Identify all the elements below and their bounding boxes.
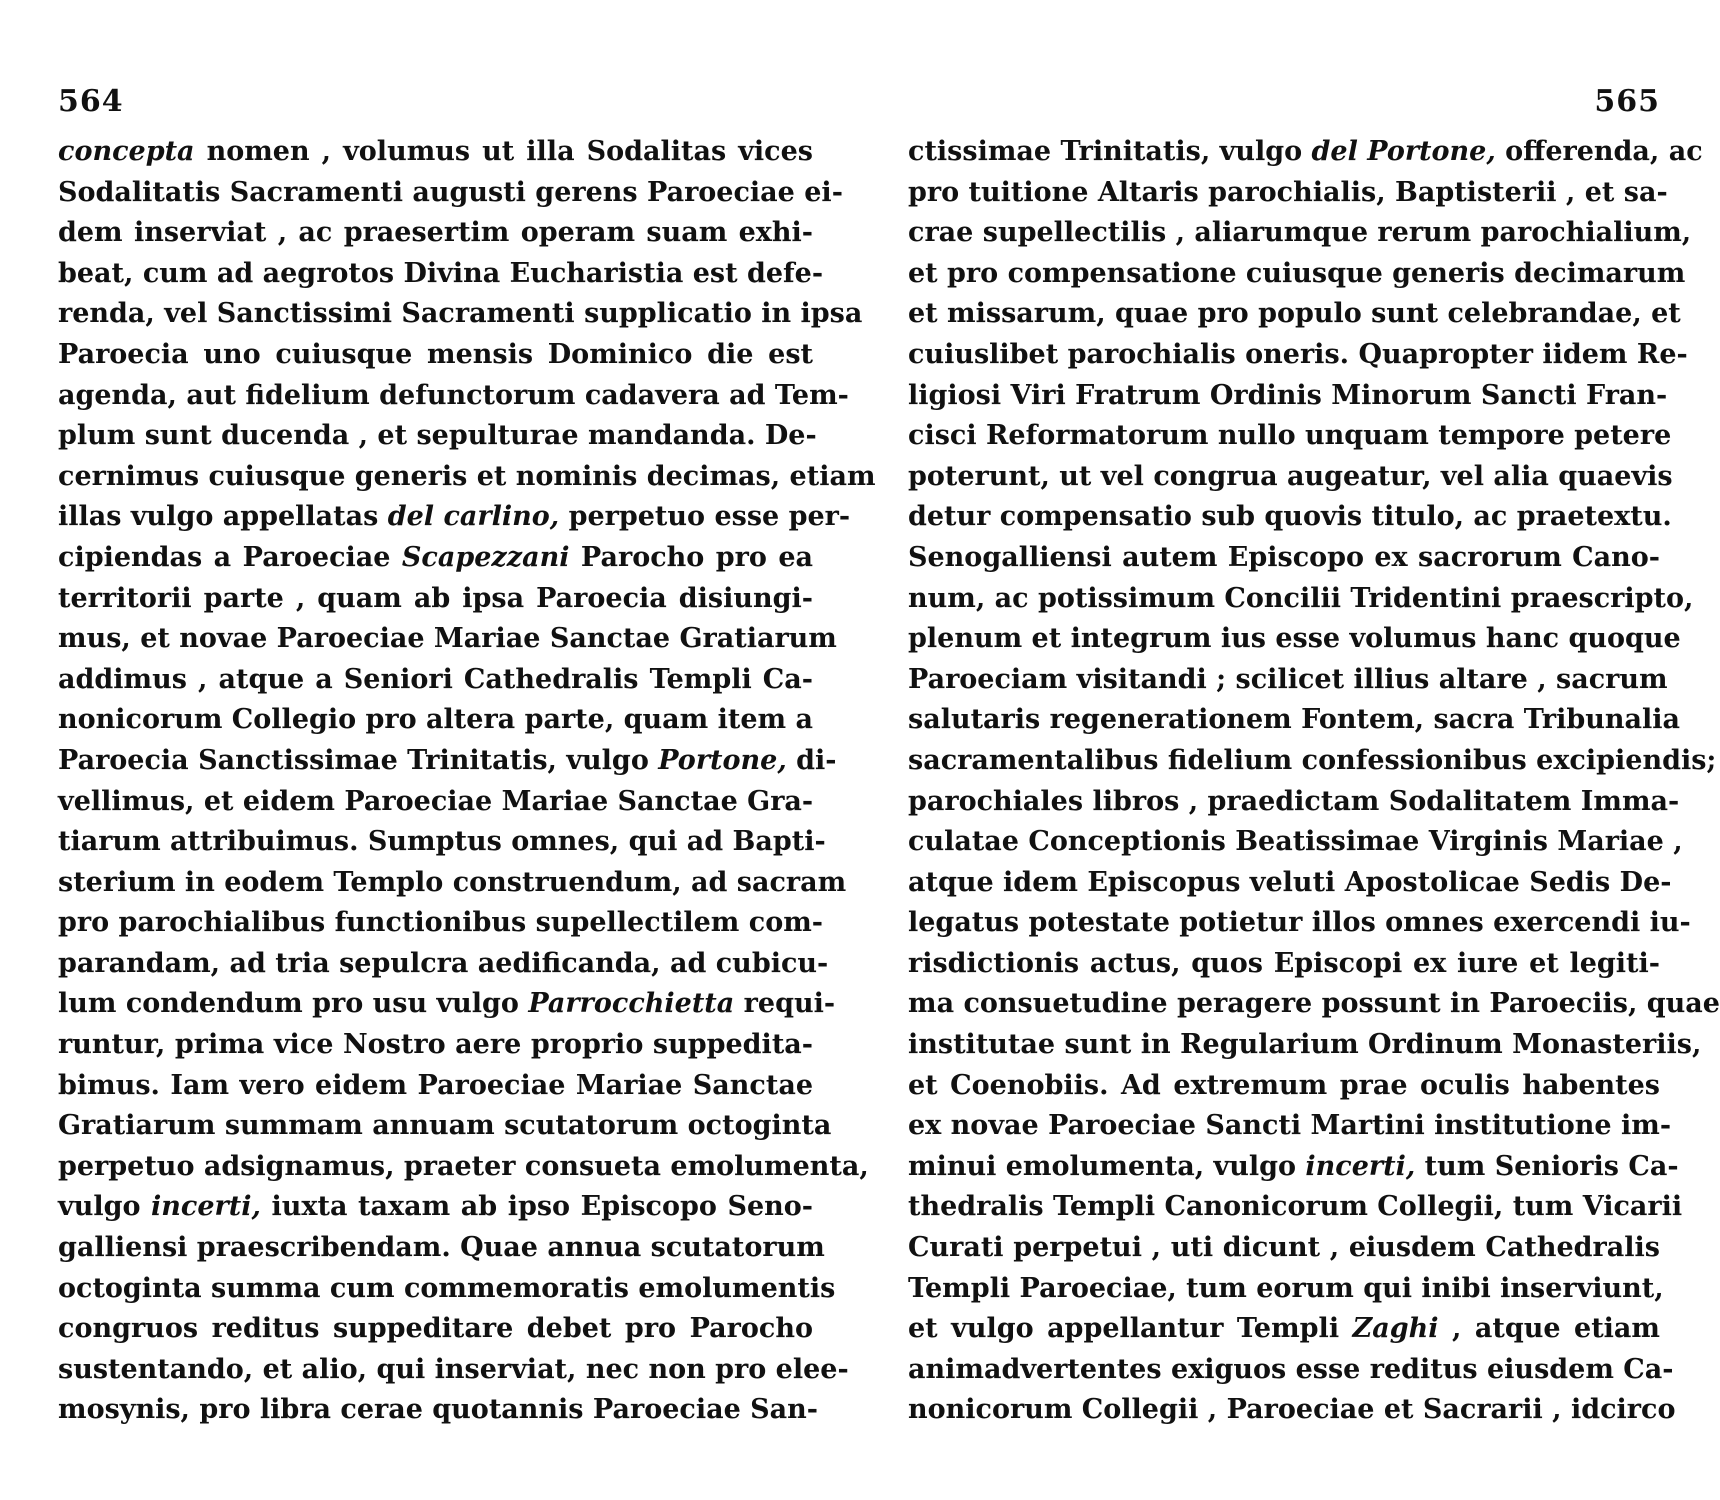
text-line bbox=[58, 1066, 813, 1107]
text-run: lum condendum pro usu vulgo bbox=[58, 988, 529, 1020]
text-run: animadvertentes exiguos esse reditus eiusdem Ca- bbox=[908, 1353, 1674, 1385]
text-line bbox=[908, 1228, 1660, 1269]
text-run: crae supellectilis , aliarumque rerum parochialium, bbox=[908, 217, 1692, 249]
text-run: pro tuitione Altaris parochialis, Baptisterii , et sa- bbox=[908, 176, 1668, 208]
text-run: pro parochialibus functionibus supellectilem com- bbox=[58, 907, 823, 939]
text-run: agenda, aut fidelium defunctorum cadavera ad Tem- bbox=[58, 379, 849, 411]
text-line bbox=[58, 1269, 836, 1310]
text-line bbox=[908, 294, 1681, 335]
italic-text: del Portone, bbox=[1311, 136, 1496, 167]
text-line bbox=[58, 1228, 825, 1269]
text-line bbox=[908, 538, 1660, 579]
text-run: vellimus, et eidem Paroeciae Mariae Sanctae Gra- bbox=[58, 785, 814, 817]
text-line bbox=[908, 1309, 1660, 1350]
text-line bbox=[908, 1350, 1674, 1391]
text-line bbox=[58, 173, 843, 214]
body-text bbox=[58, 132, 876, 1431]
text-run: Senogalliensi autem Episcopo ex sacrorum Cano- bbox=[908, 541, 1660, 573]
text-run: Gratiarum summam annuam scutatorum octoginta bbox=[58, 1110, 832, 1142]
italic-text: Zaghi bbox=[1352, 1313, 1439, 1345]
text-line bbox=[58, 1147, 869, 1188]
text-run: parochiales libros , praedictam Sodalitatem Imma- bbox=[908, 785, 1680, 817]
text-line bbox=[58, 903, 823, 944]
text-run: congruos reditus suppeditare debet pro Parocho bbox=[58, 1313, 813, 1345]
text-run: Templi Paroeciae, tum eorum qui inibi inserviunt, bbox=[908, 1272, 1664, 1304]
text-run: mus, et novae Paroeciae Mariae Sanctae Gratiarum bbox=[58, 623, 837, 655]
text-run: et missarum, quae pro populo sunt celebrandae, et bbox=[908, 298, 1681, 330]
italic-text: Portone, bbox=[658, 744, 787, 776]
text-run: runtur, prima vice Nostro aere proprio suppedita- bbox=[58, 1029, 813, 1061]
text-run: tiarum attribuimus. Sumptus omnes, qui ad Bapti- bbox=[58, 826, 826, 858]
text-line bbox=[58, 1187, 813, 1228]
text-line bbox=[908, 1390, 1676, 1431]
text-run: territorii parte , quam ab ipsa Paroecia disiungi- bbox=[58, 582, 813, 614]
text-line bbox=[58, 741, 837, 782]
text-line bbox=[908, 497, 1672, 538]
text-line bbox=[58, 822, 826, 863]
text-run: et Coenobiis. Ad extremum prae oculis habentes bbox=[908, 1069, 1660, 1101]
text-run: Curati perpetui , uti dicunt , eiusdem Cathedralis bbox=[908, 1232, 1660, 1264]
text-line bbox=[58, 944, 829, 985]
italic-text: incerti, bbox=[1305, 1150, 1416, 1182]
page-number: 564 bbox=[58, 84, 124, 119]
text-line bbox=[908, 173, 1668, 214]
text-run: vulgo bbox=[58, 1191, 152, 1223]
text-run: cisci Reformatorum nullo unquam tempore petere bbox=[908, 420, 1672, 452]
text-line bbox=[908, 1269, 1664, 1310]
text-run: iuxta taxam ab ipso Episcopo Seno- bbox=[260, 1191, 813, 1223]
text-line bbox=[908, 457, 1673, 498]
text-run: cernimus cuiusque generis et nominis decimas, etiam bbox=[58, 460, 876, 492]
text-run: institutae sunt in Regularium Ordinum Monasteriis, bbox=[908, 1029, 1702, 1061]
text-line bbox=[908, 1187, 1683, 1228]
text-line bbox=[908, 132, 1703, 173]
text-line bbox=[58, 376, 849, 417]
text-run: plum sunt ducenda , et sepulturae mandanda. De- bbox=[58, 420, 817, 452]
text-run: di- bbox=[786, 744, 837, 776]
text-line bbox=[58, 1390, 818, 1431]
text-run: minui emolumenta, vulgo bbox=[908, 1150, 1306, 1182]
text-line bbox=[908, 254, 1686, 295]
text-line bbox=[58, 579, 813, 620]
italic-text: concepta bbox=[58, 136, 195, 167]
text-run: legatus potestate potietur illos omnes exercendi iu- bbox=[908, 907, 1691, 939]
text-run: ex novae Paroeciae Sancti Martini institutione im- bbox=[908, 1110, 1672, 1142]
text-line bbox=[908, 376, 1668, 417]
text-run: sterium in eodem Templo construendum, ad sacram bbox=[58, 866, 847, 898]
text-line bbox=[58, 984, 836, 1025]
text-line bbox=[58, 782, 813, 823]
text-line bbox=[908, 1025, 1702, 1066]
text-line bbox=[58, 497, 851, 538]
text-line bbox=[58, 457, 876, 498]
text-run: requi- bbox=[734, 988, 836, 1020]
text-run: num, ac potissimum Concilii Tridentini praescripto, bbox=[908, 582, 1694, 614]
italic-text: Scapezzani bbox=[401, 541, 570, 573]
text-run: ma consuetudine peragere possunt in Paroeciis, quae bbox=[908, 988, 1720, 1020]
text-run: nomen , volumus ut illa Sodalitas vices bbox=[194, 136, 813, 167]
left-page bbox=[58, 0, 876, 1500]
text-line bbox=[58, 1309, 813, 1350]
text-run: offerenda, ac bbox=[1495, 136, 1703, 167]
text-line bbox=[908, 619, 1681, 660]
text-line bbox=[908, 741, 1717, 782]
text-line bbox=[908, 1106, 1672, 1147]
body-text bbox=[908, 132, 1720, 1431]
text-line bbox=[908, 1147, 1679, 1188]
italic-text: incerti, bbox=[151, 1191, 261, 1223]
text-run: Sodalitatis Sacramenti augusti gerens Paroeciae ei- bbox=[58, 176, 843, 208]
text-run: tum Senioris Ca- bbox=[1415, 1150, 1679, 1182]
page-number: 565 bbox=[1594, 84, 1660, 119]
text-line bbox=[908, 984, 1720, 1025]
text-line bbox=[908, 416, 1672, 457]
text-run: galliensi praescribendam. Quae annua scutatorum bbox=[58, 1232, 825, 1264]
text-run: culatae Conceptionis Beatissimae Virginis Mariae , bbox=[908, 826, 1683, 858]
text-run: mosynis, pro libra cerae quotannis Paroeciae San- bbox=[58, 1394, 818, 1426]
text-run: perpetuo adsignamus, praeter consueta emolumenta, bbox=[58, 1150, 869, 1182]
text-run: Paroecia Sanctissimae Trinitatis, vulgo bbox=[58, 744, 659, 776]
text-run: cuiuslibet parochialis oneris. Quapropter iidem Re- bbox=[908, 338, 1688, 370]
italic-text: del carlino, bbox=[387, 501, 560, 533]
text-line bbox=[908, 700, 1680, 741]
text-line bbox=[58, 1025, 813, 1066]
italic-text: Parrocchietta bbox=[528, 988, 735, 1020]
text-run: illas vulgo appellatas bbox=[58, 501, 388, 533]
text-line bbox=[58, 254, 824, 295]
text-line bbox=[908, 903, 1691, 944]
text-run: Paroecia uno cuiusque mensis Dominico die est bbox=[58, 338, 813, 370]
text-line bbox=[908, 822, 1683, 863]
text-run: beat, cum ad aegrotos Divina Eucharistia est defe- bbox=[58, 257, 824, 289]
text-run: cipiendas a Paroeciae bbox=[58, 541, 402, 573]
text-run: Parocho pro ea bbox=[569, 541, 813, 573]
text-line bbox=[58, 538, 813, 579]
text-run: nonicorum Collegio pro altera parte, quam item a bbox=[58, 704, 813, 736]
text-run: et pro compensatione cuiusque generis decimarum bbox=[908, 257, 1686, 289]
text-run: poterunt, ut vel congrua augeatur, vel alia quaevis bbox=[908, 460, 1673, 492]
text-run: risdictionis actus, quos Episcopi ex iure et legiti- bbox=[908, 947, 1660, 979]
text-line bbox=[58, 619, 837, 660]
text-run: atque idem Episcopus veluti Apostolicae Sedis De- bbox=[908, 866, 1672, 898]
text-line bbox=[58, 700, 813, 741]
text-run: sacramentalibus fidelium confessionibus excipiendis; bbox=[908, 744, 1717, 776]
text-run: thedralis Templi Canonicorum Collegii, tum Vicarii bbox=[908, 1191, 1683, 1223]
text-run: sustentando, et alio, qui inserviat, nec non pro elee- bbox=[58, 1353, 849, 1385]
text-run: perpetuo esse per- bbox=[559, 501, 851, 533]
text-line bbox=[908, 944, 1660, 985]
text-run: detur compensatio sub quovis titulo, ac praetextu. bbox=[908, 501, 1672, 533]
text-line bbox=[58, 132, 813, 173]
text-run: dem inserviat , ac praesertim operam suam exhi- bbox=[58, 217, 813, 249]
text-run: parandam, ad tria sepulcra aedificanda, ad cubicu- bbox=[58, 947, 829, 979]
text-run: et vulgo appellantur Templi bbox=[908, 1313, 1353, 1345]
text-run: addimus , atque a Seniori Cathedralis Templi Ca- bbox=[58, 663, 813, 695]
text-line bbox=[58, 660, 813, 701]
text-line bbox=[58, 1350, 849, 1391]
text-line bbox=[908, 1066, 1660, 1107]
text-run: Paroeciam visitandi ; scilicet illius altare , sacrum bbox=[908, 663, 1668, 695]
text-run: ctissimae Trinitatis, vulgo bbox=[908, 136, 1312, 167]
text-line bbox=[58, 213, 813, 254]
text-line bbox=[908, 660, 1668, 701]
text-run: salutaris regenerationem Fontem, sacra Tribunalia bbox=[908, 704, 1680, 736]
text-run: nonicorum Collegii , Paroeciae et Sacrarii , idcirco bbox=[908, 1394, 1676, 1426]
right-page bbox=[908, 0, 1720, 1500]
text-run: ligiosi Viri Fratrum Ordinis Minorum Sancti Fran- bbox=[908, 379, 1668, 411]
text-line bbox=[58, 335, 813, 376]
text-run: renda, vel Sanctissimi Sacramenti supplicatio in ipsa bbox=[58, 298, 863, 330]
text-line bbox=[58, 863, 847, 904]
text-line bbox=[908, 782, 1680, 823]
text-line bbox=[908, 335, 1688, 376]
text-line bbox=[58, 294, 863, 335]
text-run: octoginta summa cum commemoratis emolumentis bbox=[58, 1272, 836, 1304]
text-line bbox=[908, 213, 1692, 254]
text-run: plenum et integrum ius esse volumus hanc quoque bbox=[908, 623, 1681, 655]
text-line bbox=[908, 863, 1672, 904]
text-run: bimus. Iam vero eidem Paroeciae Mariae Sanctae bbox=[58, 1069, 813, 1101]
text-line bbox=[58, 1106, 832, 1147]
text-run: , atque etiam bbox=[1438, 1313, 1660, 1345]
text-line bbox=[58, 416, 817, 457]
text-line bbox=[908, 579, 1694, 620]
